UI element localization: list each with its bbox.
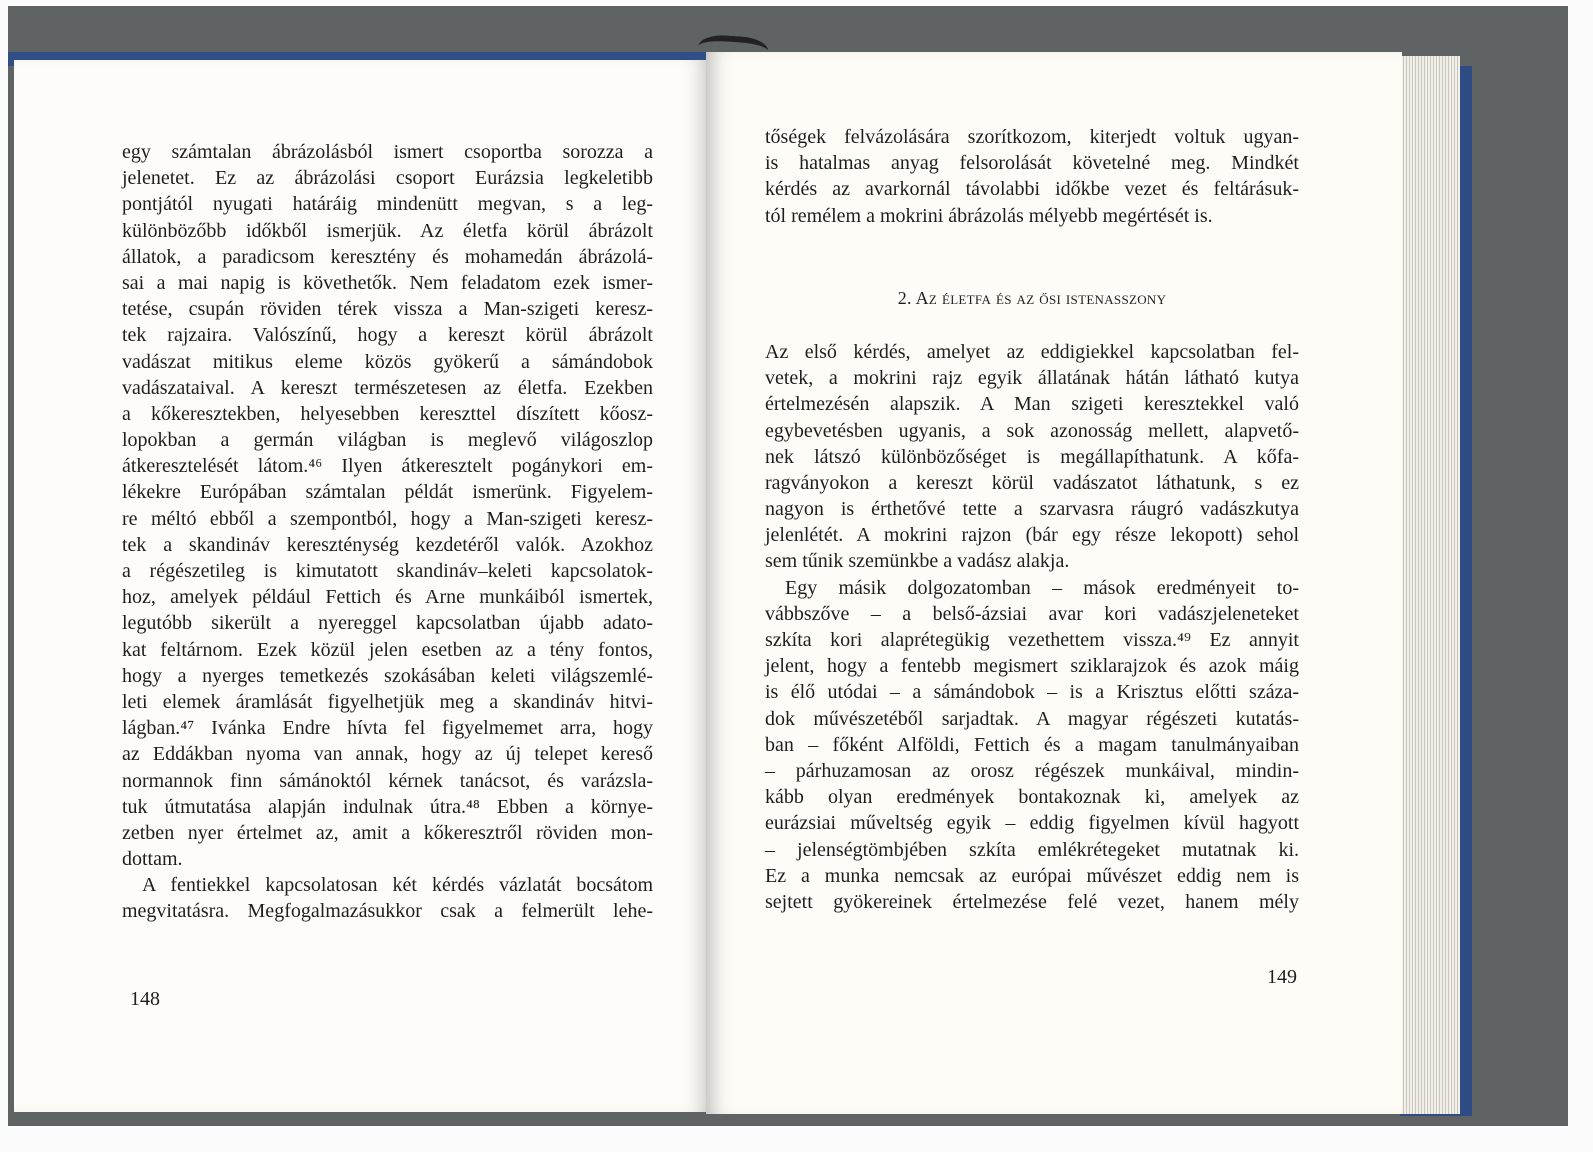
text-line: dottam.	[122, 848, 183, 871]
text-line: eurázsiai műveltség egyik – eddig figyelmen kívül hagyott	[765, 812, 1299, 835]
text-line: ragványokon a kereszt körül vadászatot láthatunk, s ez	[765, 471, 1299, 494]
text-line: vadászataival. A kereszt természetesen az életfa. Ezekben	[122, 376, 653, 399]
text-line: legutóbb sikerült a nyereggel kapcsolatban újabb adato-	[122, 612, 653, 635]
text-line: tek a skandináv kereszténység kezdetéről valók. Azokhoz	[122, 533, 653, 556]
text-line: kább olyan eredmények bontakoznak ki, amelyek az	[765, 786, 1299, 809]
text-line: sem tűnik szemünkbe a vadász alakja.	[765, 550, 1070, 573]
text-line: értelmezésén alapszik. A Man szigeti keresztekkel való	[765, 393, 1299, 416]
paragraph	[765, 124, 1299, 229]
text-line: megvitatásra. Megfogalmazásukkor csak a felmerült lehe-	[122, 900, 653, 923]
text-line: zetben nyer értelmet az, amit a kőkeresztről röviden mon-	[122, 821, 653, 844]
text-line: állatok, a paradicsom keresztény és mohamedán ábrázolá-	[122, 245, 653, 268]
text-line: egybevetésben ugyanis, a sok azonosság mellett, alapvető-	[765, 419, 1299, 442]
right-page-text	[765, 124, 1299, 915]
text-line: nagyon is érthetővé tette a szarvasra ráugró vadászkutya	[765, 498, 1299, 521]
text-line: átkeresztelését látom.⁴⁶ Ilyen átkeresztelt pogánykori em-	[122, 455, 653, 478]
paragraph	[122, 139, 653, 872]
text-line: sejtett gyökereinek értelmezése felé vezet, hanem mély	[765, 890, 1299, 913]
text-line: jelenlétét. A mokrini rajzon (bár egy része lekopott) sehol	[765, 524, 1299, 547]
text-line: dok művészetéből sarjadtak. A magyar régészeti kutatás-	[765, 707, 1299, 730]
text-line: is hatalmas anyag felsorolását követelné meg. Mindkét	[765, 152, 1299, 175]
text-line: tőségek felvázolására szorítkozom, kiterjedt voltuk ugyan-	[765, 126, 1299, 148]
text-line: Az első kérdés, amelyet az eddigiekkel kapcsolatban fel-	[765, 340, 1299, 363]
text-line: – párhuzamosan az orosz régészek munkáival, mindin-	[765, 759, 1299, 782]
text-line: különbözőbb időkből ismerjük. Az életfa körül ábrázolt	[122, 219, 653, 242]
text-line: Ez a munka nemcsak az európai művészet eddig nem is	[765, 864, 1299, 887]
text-line: tetése, csupán röviden térek vissza a Man-szigeti keresz-	[122, 298, 653, 321]
text-line: hoz, amelyek például Fettich és Arne munkáiból ismertek,	[122, 586, 653, 609]
text-line: kérdés az avarkornál távolabbi időkbe vezet és feltárásuk-	[765, 178, 1299, 201]
text-line: nek látszó különbözőséget is megállapíthatunk. A kőfa-	[765, 445, 1299, 468]
text-line: pontjától nyugati határáig mindenütt megvan, s a leg-	[122, 193, 653, 216]
paragraph	[765, 339, 1299, 575]
text-line: vetek, a mokrini rajz egyik állatának hátán látható kutya	[765, 367, 1299, 390]
text-line: A fentiekkel kapcsolatosan két kérdés vázlatát bocsátom	[142, 874, 653, 897]
paragraph	[122, 872, 653, 924]
text-line: egy számtalan ábrázolásból ismert csoportba sorozza a	[122, 141, 653, 163]
text-line: is élő utódai – a sámándobok – is a Krisztus előtti száza-	[765, 681, 1299, 704]
page-number-left: 148	[130, 988, 160, 1010]
text-line: sai a mai napig is követhetők. Nem feladatom ezek ismer-	[122, 271, 653, 294]
text-line: a kőkeresztekben, helyesebben kereszttel díszített kőosz-	[122, 402, 653, 425]
text-line: lopokban a germán világban is meglevő világoszlop	[122, 429, 653, 452]
text-line: lékekre Európában számtalan példát ismerünk. Figyelem-	[122, 481, 653, 504]
left-page-text	[122, 139, 653, 925]
text-line: normannok finn sámánoktól kérnek tanácsot, és varázsla-	[122, 769, 653, 792]
paragraph	[765, 575, 1299, 915]
page-number-right: 149	[1267, 966, 1297, 988]
text-line: tek rajzaira. Valószínű, hogy a kereszt körül ábrázolt	[122, 324, 653, 347]
text-line: tuk útmutatása alapján indulnak útra.⁴⁸ Ebben a környe-	[122, 795, 653, 818]
text-line: re méltó ebből a szempontból, hogy a Man-szigeti keresz-	[122, 507, 653, 530]
text-line: jelent, hogy a fentebb megismert sziklarajzok és azok máig	[765, 655, 1299, 678]
continued-paragraph	[765, 124, 1299, 229]
text-line: vadászat mitikus eleme közös gyökerű a sámándobok	[122, 350, 653, 373]
text-line: lágban.⁴⁷ Ivánka Endre hívta fel figyelmemet arra, hogy	[122, 717, 653, 740]
text-line: Egy másik dolgozatomban – mások eredményeit to-	[785, 576, 1299, 599]
page-edges	[1398, 56, 1460, 1114]
text-line: jelenetet. Ez az ábrázolási csoport Eurázsia legkeletibb	[122, 167, 653, 190]
text-line: hogy a nyerges temetkezés szokásában keleti világszemlé-	[122, 664, 653, 687]
text-line: az Eddákban nyoma van annak, hogy az új telepet kereső	[122, 743, 653, 766]
text-line: a régészetileg is kimutatott skandináv–keleti kapcsolatok-	[122, 560, 653, 582]
text-line: vábbszőve – a belső-ázsiai avar kori vadászjeleneteket	[765, 602, 1299, 625]
section-heading: 2. Az életfa és az ősi istenasszony	[897, 287, 1167, 308]
text-line: szkíta kori alaprétegükig vezethettem vissza.⁴⁹ Ez annyit	[765, 629, 1299, 652]
text-line: ban – főként Alföldi, Fettich és a magam tanulmányaiban	[765, 733, 1299, 756]
text-line: – jelenségtömbjében szkíta emlékrétegeket mutatnak ki.	[765, 838, 1299, 861]
text-line: kat feltárnom. Ezek közül jelen esetben az a tény fontos,	[122, 638, 653, 661]
text-line: tól remélem a mokrini ábrázolás mélyebb megértését is.	[765, 204, 1213, 227]
text-line: leti elemek áramlását figyelhetjük meg a skandináv hitvi-	[122, 690, 653, 713]
section-body	[765, 339, 1299, 915]
